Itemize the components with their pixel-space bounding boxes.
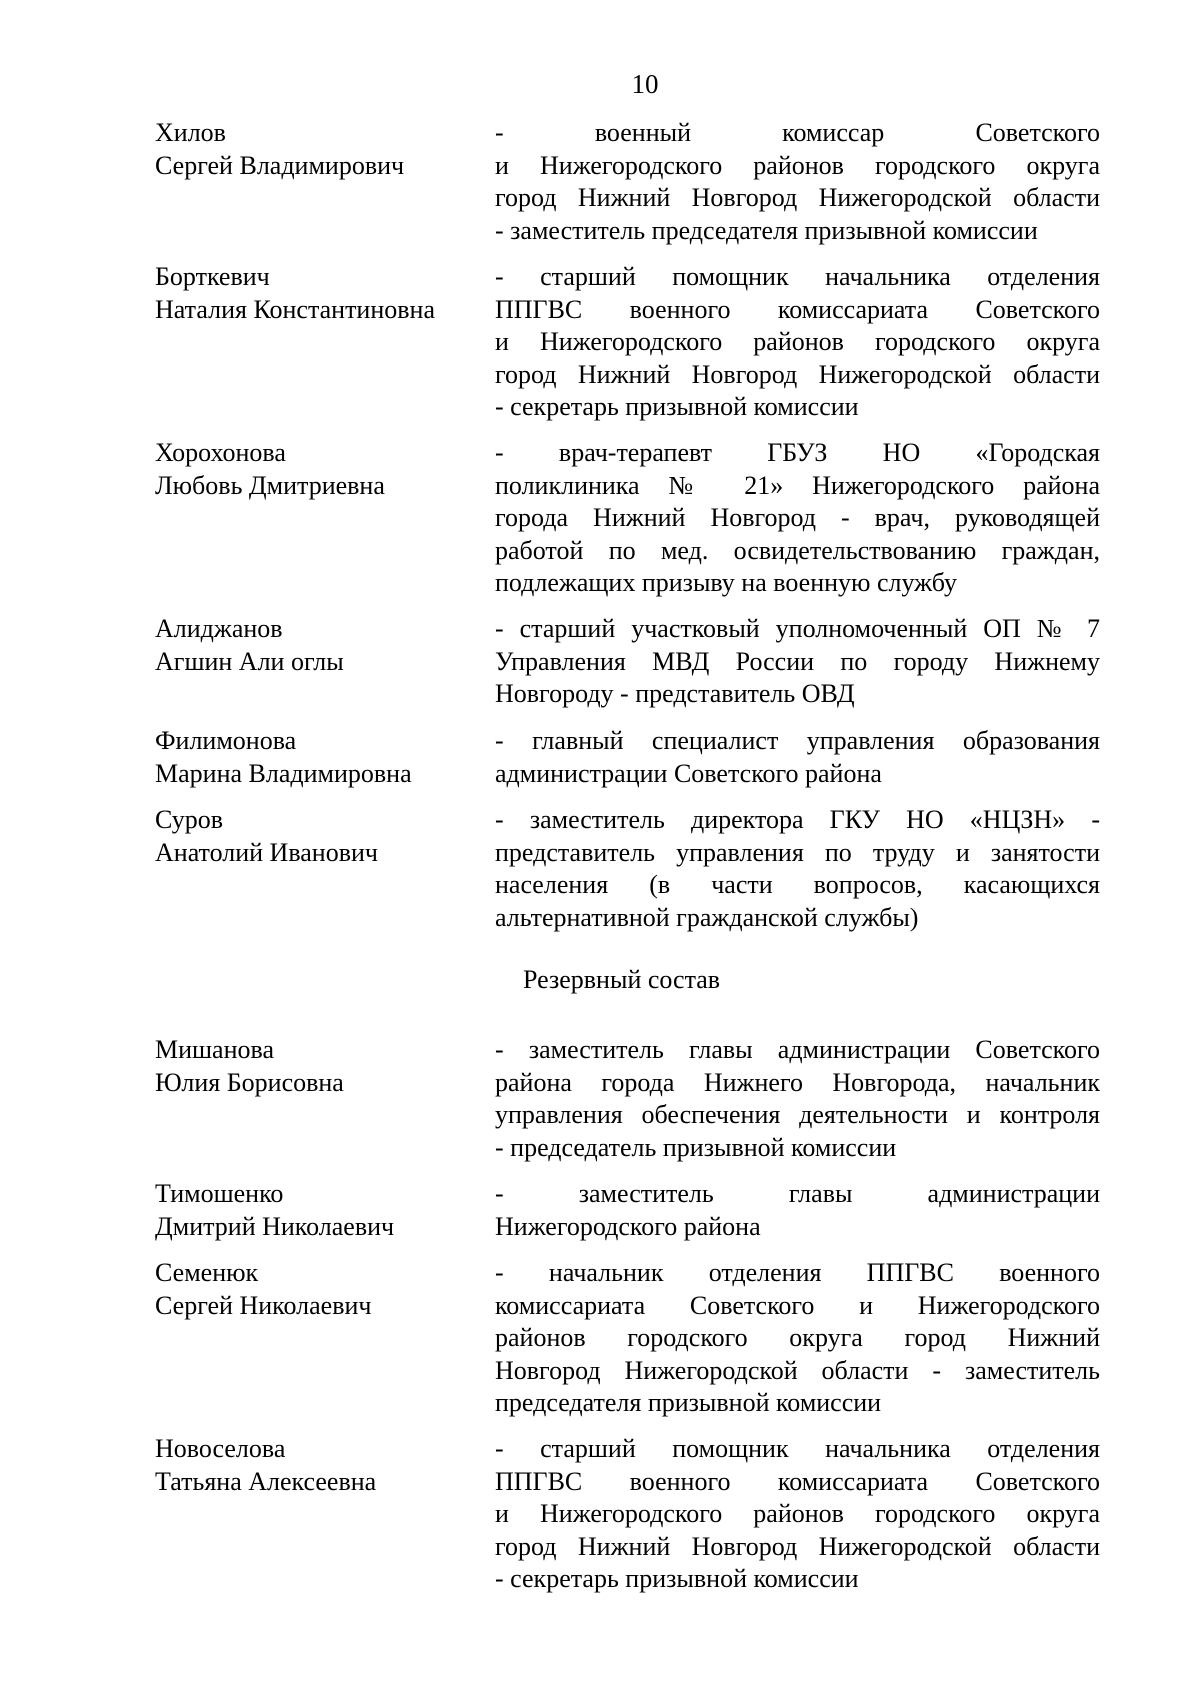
member-given-names: Юлия Борисовна <box>155 1067 344 1097</box>
reserve-member-entry <box>155 1257 1100 1420</box>
member-given-names: Сергей Николаевич <box>155 1290 372 1320</box>
role-line: - председатель призывной комиссии <box>495 1132 897 1162</box>
role-line: председателя призывной комиссии <box>495 1388 882 1418</box>
role-line: Управления МВД России по городу Нижнему <box>495 646 1100 676</box>
role-line: - старший помощник начальника отделения <box>495 1434 1100 1463</box>
member-name <box>155 1034 495 1164</box>
role-line: управления обеспечения деятельности и контроля <box>495 1100 1100 1130</box>
member-given-names: Любовь Дмитриевна <box>155 470 385 500</box>
member-given-names: Дмитрий Николаевич <box>155 1211 395 1241</box>
member-given-names: Марина Владимировна <box>155 758 412 788</box>
member-name <box>155 725 495 790</box>
member-surname: Мишанова <box>155 1035 274 1064</box>
member-entry <box>155 117 1100 247</box>
member-name <box>155 613 495 711</box>
role-line: - военный комиссар Советского <box>495 118 1100 147</box>
member-role <box>495 725 1100 790</box>
member-entry <box>155 613 1100 711</box>
reserve-member-entry <box>155 1178 1100 1243</box>
member-surname: Алиджанов <box>155 614 283 643</box>
member-role <box>495 261 1100 424</box>
role-line: город Нижний Новгород Нижегородской области <box>495 359 1100 389</box>
role-line: ППГВС военного комиссариата Советского <box>495 1466 1100 1496</box>
member-name <box>155 261 495 424</box>
member-name <box>155 1257 495 1420</box>
role-line: - заместитель председателя призывной комиссии <box>495 215 1038 245</box>
role-line: - заместитель главы администрации <box>495 1179 1100 1208</box>
role-line: города Нижний Новгород - врач, руководящей <box>495 503 1100 533</box>
member-given-names: Агшин Али оглы <box>155 646 344 676</box>
role-line: Новгороду - представитель ОВД <box>495 679 855 709</box>
member-surname: Борткевич <box>155 262 270 291</box>
role-line: населения (в части вопросов, касающихся <box>495 870 1100 900</box>
member-surname: Семенюк <box>155 1258 259 1287</box>
role-line: - главный специалист управления образования <box>495 726 1100 755</box>
role-line: и Нижегородского районов городского округа <box>495 150 1100 180</box>
member-name <box>155 117 495 247</box>
member-name <box>155 1433 495 1596</box>
role-line: администрации Советского района <box>495 758 882 788</box>
member-given-names: Татьяна Алексеевна <box>155 1466 377 1496</box>
role-line: - начальник отделения ППГВС военного <box>495 1258 1100 1287</box>
role-line: районов городского округа город Нижний <box>495 1323 1100 1353</box>
member-role <box>495 1034 1100 1164</box>
role-line: работой по мед. освидетельствованию граждан, <box>495 535 1100 565</box>
role-line: и Нижегородского районов городского округа <box>495 327 1100 357</box>
role-line: город Нижний Новгород Нижегородской области <box>495 1531 1100 1561</box>
role-line: ППГВС военного комиссариата Советского <box>495 294 1100 324</box>
member-role <box>495 117 1100 247</box>
member-surname: Суров <box>155 805 223 834</box>
member-role <box>495 1257 1100 1420</box>
member-surname: Филимонова <box>155 726 297 755</box>
member-given-names: Наталия Константиновна <box>155 294 435 324</box>
member-entry <box>155 804 1100 934</box>
role-line: - секретарь призывной комиссии <box>495 1564 859 1594</box>
role-line: альтернативной гражданской службы) <box>495 902 919 932</box>
member-given-names: Анатолий Иванович <box>155 837 378 867</box>
role-line: поликлиника № 21» Нижегородского района <box>495 470 1100 500</box>
member-entry <box>155 437 1100 600</box>
role-line: подлежащих призыву на военную службу <box>495 568 957 598</box>
reserve-member-entry <box>155 1034 1100 1164</box>
reserve-heading: Резервный состав <box>523 965 721 994</box>
member-role <box>495 804 1100 934</box>
member-surname: Тимошенко <box>155 1179 284 1208</box>
member-role <box>495 613 1100 711</box>
member-role <box>495 1433 1100 1596</box>
member-role <box>495 437 1100 600</box>
role-line: - старший помощник начальника отделения <box>495 262 1100 291</box>
role-line: комиссариата Советского и Нижегородского <box>495 1290 1100 1320</box>
role-line: - заместитель главы администрации Советского <box>495 1035 1100 1064</box>
member-surname: Новоселова <box>155 1434 286 1463</box>
role-line: город Нижний Новгород Нижегородской области <box>495 183 1100 213</box>
role-line: Нижегородского района <box>495 1211 761 1241</box>
member-name <box>155 437 495 600</box>
role-line: и Нижегородского районов городского округа <box>495 1499 1100 1529</box>
reserve-member-entry <box>155 1433 1100 1596</box>
role-line: - старший участковый уполномоченный ОП № 7 <box>495 614 1100 643</box>
member-entry <box>155 725 1100 790</box>
member-surname: Хорохонова <box>155 438 286 467</box>
role-line: - врач-терапевт ГБУЗ НО «Городская <box>495 438 1100 467</box>
member-surname: Хилов <box>155 118 226 147</box>
role-line: представитель управления по труду и занятости <box>495 837 1100 867</box>
member-name <box>155 804 495 934</box>
member-entry <box>155 261 1100 424</box>
role-line: - секретарь призывной комиссии <box>495 392 859 422</box>
member-name <box>155 1178 495 1243</box>
member-role <box>495 1178 1100 1243</box>
role-line: района города Нижнего Новгорода, начальник <box>495 1067 1100 1097</box>
page-number: 10 <box>631 69 659 99</box>
role-line: Новгород Нижегородской области - заместитель <box>495 1355 1100 1385</box>
role-line: - заместитель директора ГКУ НО «НЦЗН» - <box>495 805 1100 834</box>
member-given-names: Сергей Владимирович <box>155 150 405 180</box>
